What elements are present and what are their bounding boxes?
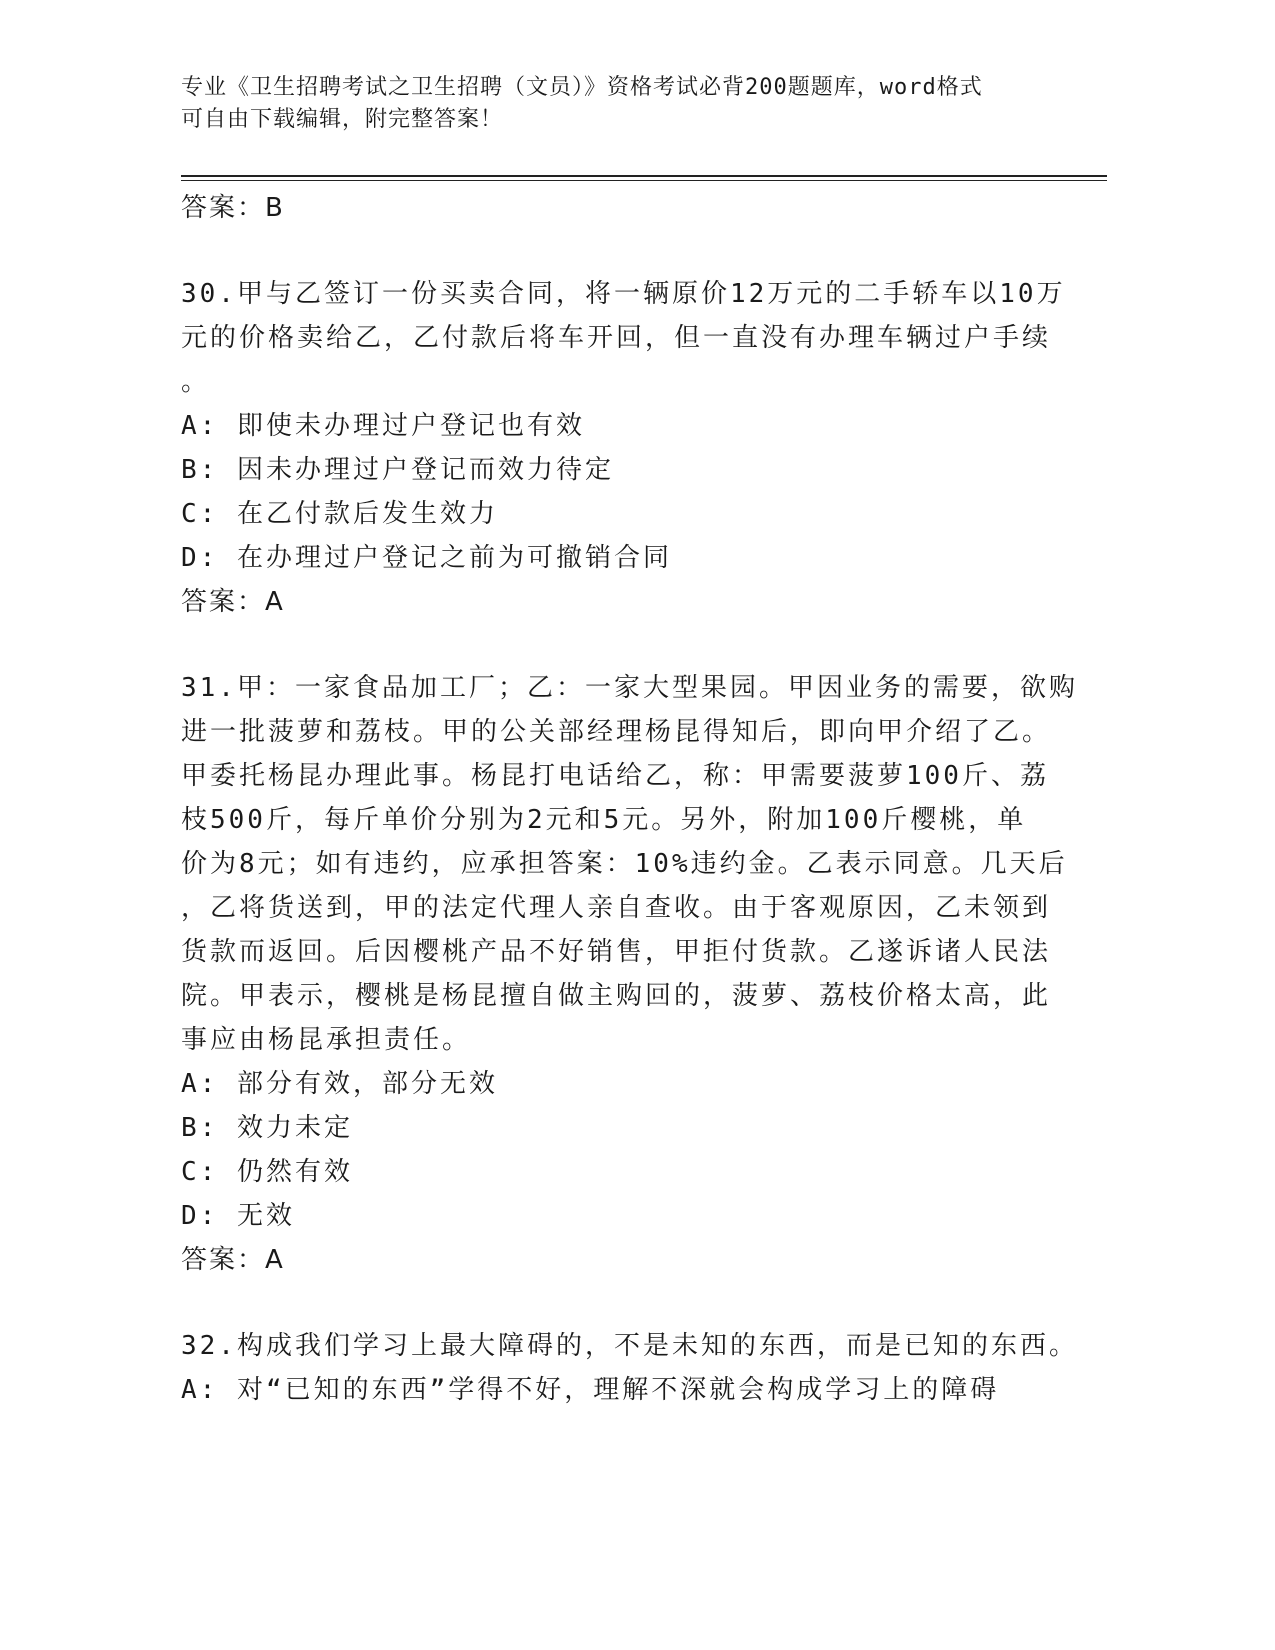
question-31-text-line: 价为8元；如有违约，应承担答案：10%违约金。乙表示同意。几天后 [181,849,1068,879]
page-header [181,72,1041,136]
answer-30: 答案：A [181,587,285,617]
question-content [181,186,1078,1412]
option-c: C: 仍然有效 [181,1157,353,1187]
question-30-text-line: 30.甲与乙签订一份买卖合同，将一辆原价12万元的二手轿车以10万 [181,279,1066,309]
question-31-text-line: 甲委托杨昆办理此事。杨昆打电话给乙，称：甲需要菠萝100斤、荔 [181,761,1049,791]
question-32 [181,1324,1078,1412]
question-31-text-line: 事应由杨昆承担责任。 [181,1025,472,1055]
question-31-text-line: ，乙将货送到，甲的法定代理人亲自查收。由于客观原因，乙未领到 [181,893,1052,923]
question-30 [181,272,1066,624]
question-31 [181,666,1078,1282]
header-title-line-2: 可自由下载编辑，附完整答案！ [181,107,504,132]
spacer [181,624,1061,666]
option-b: B: 因未办理过户登记而效力待定 [181,455,614,485]
spacer [181,230,1061,272]
option-a: A: 部分有效，部分无效 [181,1069,498,1099]
option-b: B: 效力未定 [181,1113,353,1143]
option-a: A: 对“已知的东西”学得不好，理解不深就会构成学习上的障碍 [181,1375,1000,1405]
question-31-text-line: 货款而返回。后因樱桃产品不好销售，甲拒付货款。乙遂诉诸人民法 [181,937,1052,967]
option-a: A: 即使未办理过户登记也有效 [181,411,585,441]
question-31-text-line: 进一批菠萝和荔枝。甲的公关部经理杨昆得知后，即向甲介绍了乙。 [181,717,1052,747]
option-d: D: 在办理过户登记之前为可撤销合同 [181,543,672,573]
spacer [181,1282,1061,1324]
question-32-text-line: 32.构成我们学习上最大障碍的，不是未知的东西，而是已知的东西。 [181,1331,1078,1361]
header-title-line-1: 专业《卫生招聘考试之卫生招聘（文员）》资格考试必背200题题库，word格式 [181,75,983,100]
question-31-text-line: 枝500斤，每斤单价分别为2元和5元。另外，附加100斤樱桃，单 [181,805,1027,835]
answer-29: 答案：B [181,193,285,223]
question-31-text-line: 院。甲表示，樱桃是杨昆擅自做主购回的，菠萝、荔枝价格太高，此 [181,981,1052,1011]
header-divider-thin [181,180,1107,181]
option-c: C: 在乙付款后发生效力 [181,499,498,529]
question-31-text-line: 31.甲：一家食品加工厂；乙：一家大型果园。甲因业务的需要，欲购 [181,673,1078,703]
option-d: D: 无效 [181,1201,295,1231]
question-30-text-line: 元的价格卖给乙，乙付款后将车开回，但一直没有办理车辆过户手续 [181,323,1052,353]
header-divider-thick [181,175,1107,177]
answer-31: 答案：A [181,1245,285,1275]
question-30-text-line: 。 [181,367,211,397]
